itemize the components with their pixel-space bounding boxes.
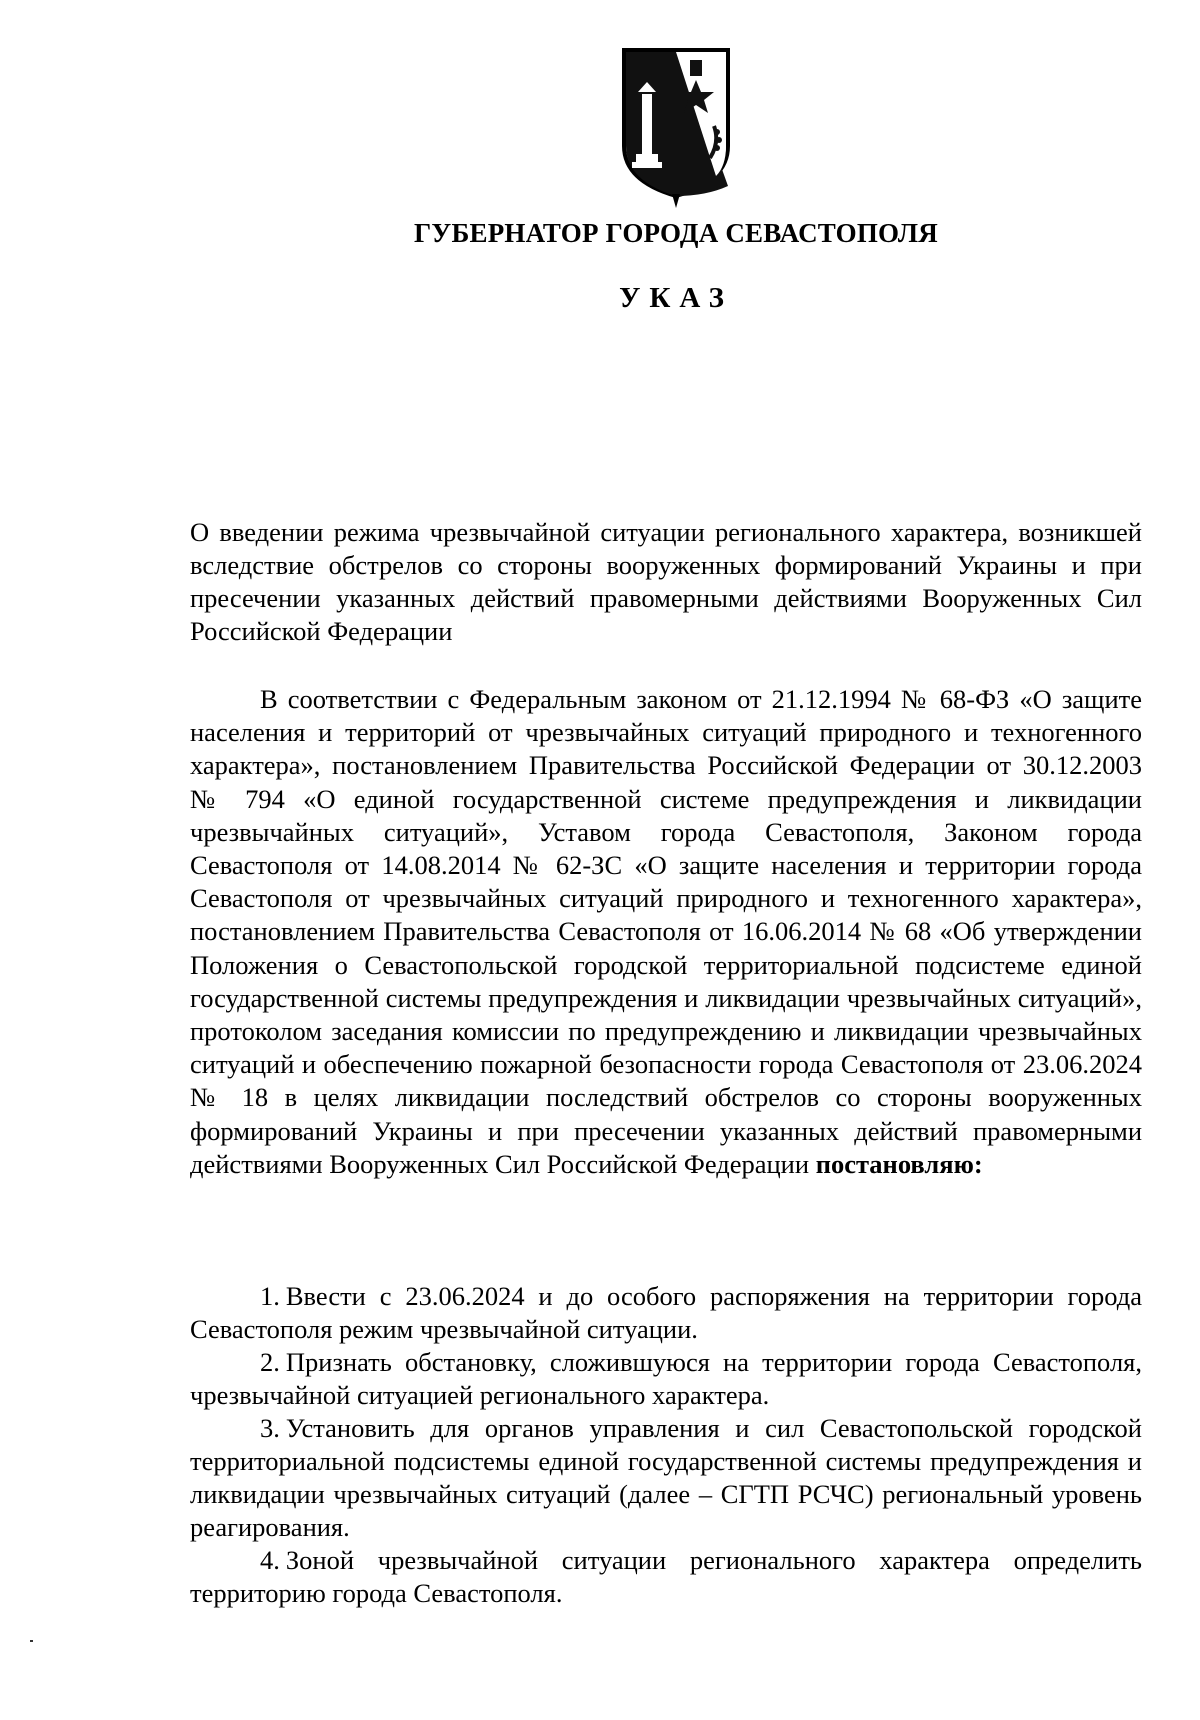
item-number: 3. — [260, 1413, 280, 1443]
preamble-text: В соответствии с Федеральным законом от 21.12.1994 № 68-ФЗ «О защите населения и территорий от чрезвычайных ситуаций природного и техногенного характера», постановлением Правительства Российской Федерации от 30.12.2003 № 794 «О единой государственной системе предупреждения и ликвидации чрезвычайных ситуаций», Уставом города Севастополя, Законом города Севастополя от 14.08.2014 № 62-ЗС «О защите населения и территории города Севастополя от чрезвычайных ситуаций природного и техногенного характера», постановлением Правительства Севастополя от 16.06.2014 № 68 «Об утверждении Положения о Севастопольской городской территориальной подсистеме единой государственной системы предупреждения и ликвидации чрезвычайных ситуаций», протоколом заседания комиссии по предупреждению и ликвидации чрезвычайных ситуаций и обеспечению пожарной безопасности города Севастополя от 23.06.2024 № 18 в целях ликвидации последствий обстрелов со стороны вооруженных формирований Украины и при пресечении указанных действий правомерными действиями Вооруженных Сил Российской Федерации — [190, 684, 1142, 1179]
decree-item — [190, 1346, 1142, 1412]
item-text: Зоной чрезвычайной ситуации регионального характера определить территорию города Севастополя. — [190, 1545, 1142, 1608]
decree-word: постановляю: — [815, 1148, 983, 1179]
scan-speck — [30, 1640, 33, 1642]
decree-items — [190, 1280, 1142, 1610]
item-number: 4. — [260, 1545, 280, 1575]
item-text: Установить для органов управления и сил Севастопольской городской территориальной подсистемы единой государственной системы предупреждения и ликвидации чрезвычайных ситуаций (далее – СГТП РСЧС) региональный уровень реагирования. — [190, 1413, 1142, 1542]
item-number: 1. — [260, 1281, 280, 1311]
decree-item — [190, 1412, 1142, 1544]
item-text: Ввести с 23.06.2024 и до особого распоряжения на территории города Севастополя режим чрезвычайной ситуации. — [190, 1281, 1142, 1344]
preamble — [190, 683, 1142, 1181]
decree-item — [190, 1544, 1142, 1610]
item-number: 2. — [260, 1347, 280, 1377]
decree-item — [190, 1280, 1142, 1346]
issuing-authority: ГУБЕРНАТОР ГОРОДА СЕВАСТОПОЛЯ — [414, 218, 938, 248]
decree-title: О введении режима чрезвычайной ситуации регионального характера, возникшей вследствие обстрелов со стороны вооруженных формирований Украины и при пресечении указанных действий правомерными действиями Вооруженных Сил Российской Федерации — [190, 517, 1142, 646]
sevastopol-coat-of-arms-icon — [616, 46, 736, 211]
document-type: УКАЗ — [619, 282, 733, 314]
item-text: Признать обстановку, сложившуюся на территории города Севастополя, чрезвычайной ситуацией регионального характера. — [190, 1347, 1142, 1410]
